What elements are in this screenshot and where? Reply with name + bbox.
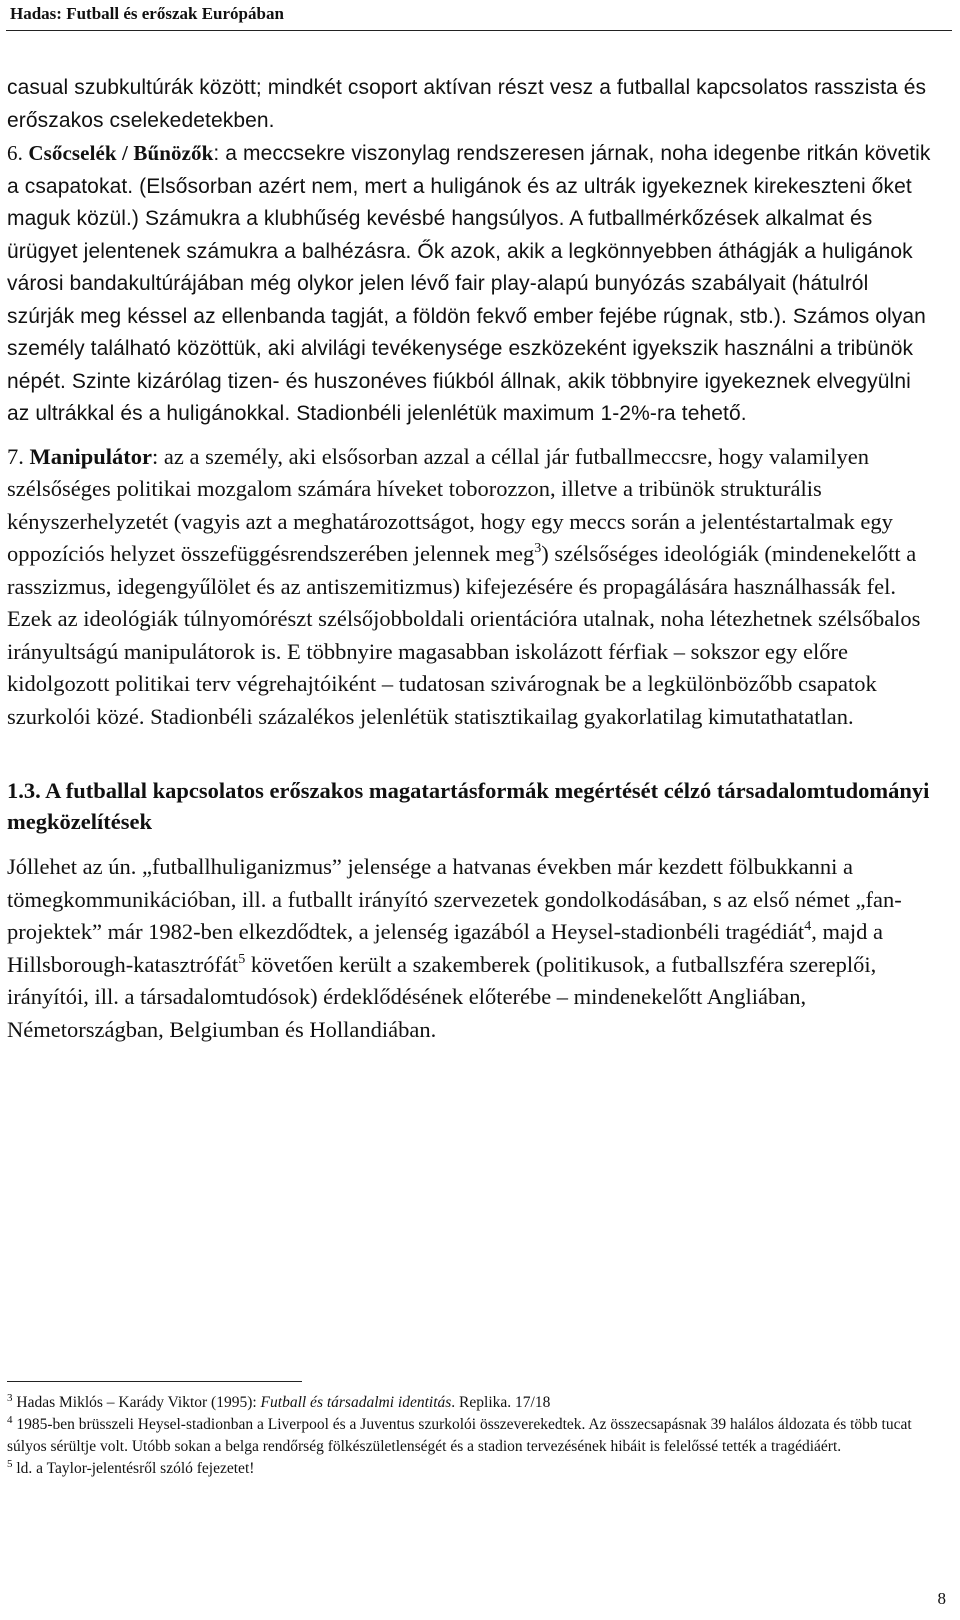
- footnote-number: 4: [7, 1414, 13, 1426]
- footnote-4: [7, 1414, 937, 1458]
- footnotes: [7, 1392, 937, 1480]
- paragraph-item-7: [7, 441, 937, 734]
- item-number: 6.: [7, 141, 29, 165]
- paragraph-text: casual szubkultúrák között; mindkét csoport aktívan részt vesz a futballal kapcsolatos rasszista és erőszakos cselekedetekben.: [7, 76, 927, 132]
- footnote-ref-5[interactable]: 5: [238, 951, 246, 967]
- paragraph-text: , majd a Hillsborough-katasztrófát: [7, 919, 884, 977]
- running-title: Hadas: Futball és erőszak Európában: [10, 4, 284, 23]
- footnote-separator: [7, 1381, 302, 1382]
- body-text: [7, 72, 937, 1046]
- paragraph-text: : az a személy, aki elsősorban azzal a céllal jár futballmeccsre, hogy valamilyen szélsőséges politikai mozgalom számára híveket toborozzon, illetve a tribünök strukturális kényszerhelyzetét (vagyis azt a meghatározottságot, hogy egy meccs során a jelentéstartalmak egy oppozíciós helyzet összefüggésrendszerében jelennek meg: [7, 443, 893, 566]
- footnote-text: Hadas Miklós – Karády Viktor (1995):: [12, 1394, 261, 1411]
- footnote-number: 5: [7, 1458, 13, 1470]
- footnote-ref-4[interactable]: 4: [804, 919, 812, 934]
- footnote-number: 3: [7, 1392, 13, 1404]
- paragraph-text: ) szélsőséges ideológiák (mindenekelőtt a rasszizmus, idegengyűlölet és az antiszemitizmus) kifejezésére és propagálására használhassák fel. Ezek az ideológiák túlnyomórészt szélsőjobboldali orientációra utalnak, noha létezhetnek szélsőbalos irányultságú manipulátorok is. E többnyire magasabban iskolázott férfiak – sokszor egy előre kidolgozott politikai terv végrehajtóiként – tudatosan szivárognak be a legkülönbözőbb csapatok szurkolói közé. Stadionbéli százalékos jelenlétük statisztikailag gyakorlatilag kimutathatatlan.: [7, 541, 921, 729]
- section-heading: [7, 775, 937, 837]
- footnote-text: ld. a Taylor-jelentésről szóló fejezetet!: [12, 1460, 255, 1477]
- paragraph-text: Ők azok, akik a legkönnyebben áthágják a huligánok városi bandakultúrájában még olykor jelen lévő fair play-alapú bunyózás szabályait (hátulról szúrják meg késsel az ellenbanda tagját, a földön fekvő ember fejébe rúgnak, stb.). Számos olyan személy található közöttük, aki alvilági tevékenysége eszközeként igyekszik használni a tribünök népét. Szinte kizárólag tizen- és huszonéves fiúkból állnak, akik többnyire igyekeznek elvegyülni az ultrákkal és a huligánokkal. Stadionbéli jelenlétük maximum 1-2%-ra tehető.: [7, 239, 926, 425]
- footnote-5: [7, 1458, 937, 1480]
- footnote-ref-3[interactable]: 3: [534, 541, 542, 556]
- paragraph-text: követően került a szakemberek (politikusok, a futballszféra szereplői, irányítói, ill. a társadalomtudósok) érdeklődésének előterébe – mindenekelőtt Angliában, Németországban, Belgiumban és Hollandiában.: [7, 951, 877, 1042]
- paragraph-text: : a meccsekre viszonylag rendszeresen járnak, noha idegenbe ritkán követik a csapatokat. (Elsősorban azért nem, mert a huligánok és az ultrák igyekeznek kirekeszteni őket maguk közül.) Számukra a klubhűség kevésbé hangsúlyos. A futballmérkőzések alkalmat és ürügyet jelentenek számukra a balhézásra.: [7, 142, 931, 263]
- item-term: Csőcselék / Bűnözők: [28, 141, 214, 165]
- header-rule: [6, 30, 952, 31]
- section-title: A futballal kapcsolatos erőszakos magatartásformák megértését célzó társadalomtudományi megközelítések: [7, 778, 930, 834]
- paragraph-item-6: [7, 137, 937, 431]
- section-number: 1.3.: [7, 778, 41, 803]
- footnote-title: Futball és társadalmi identitás: [260, 1394, 452, 1411]
- footnote-3: [7, 1392, 937, 1414]
- section-paragraph: [7, 851, 937, 1046]
- paragraph-text: Jóllehet az ún. „futballhuliganizmus” jelensége a hatvanas években már kezdett fölbukkanni a tömegkommunikációban, ill. a futballt irányító szervezetek gondolkodásában, s az első német „fan-projektek” már 1982-ben elkezdődtek, a jelenség igazából a Heysel-stadionbéli tragédiát: [7, 854, 902, 944]
- footnote-text: . Replika. 17/18: [451, 1394, 551, 1411]
- paragraph-casual: [7, 72, 937, 137]
- item-number: 7.: [7, 443, 30, 469]
- page-number: 8: [937, 1589, 946, 1608]
- item-term: Manipulátor: [29, 443, 153, 469]
- footnote-text: 1985-ben brüsszeli Heysel-stadionban a Liverpool és a Juventus szurkolói összeverekedtek. Az összecsapásnak 39 halálos áldozata és több tucat súlyos sérültje volt. Utóbb sokan a belga rendőrség fölkészületlenségét és a stadion tervezésének hibáit is felelőssé tették a tragédiáért.: [7, 1416, 912, 1455]
